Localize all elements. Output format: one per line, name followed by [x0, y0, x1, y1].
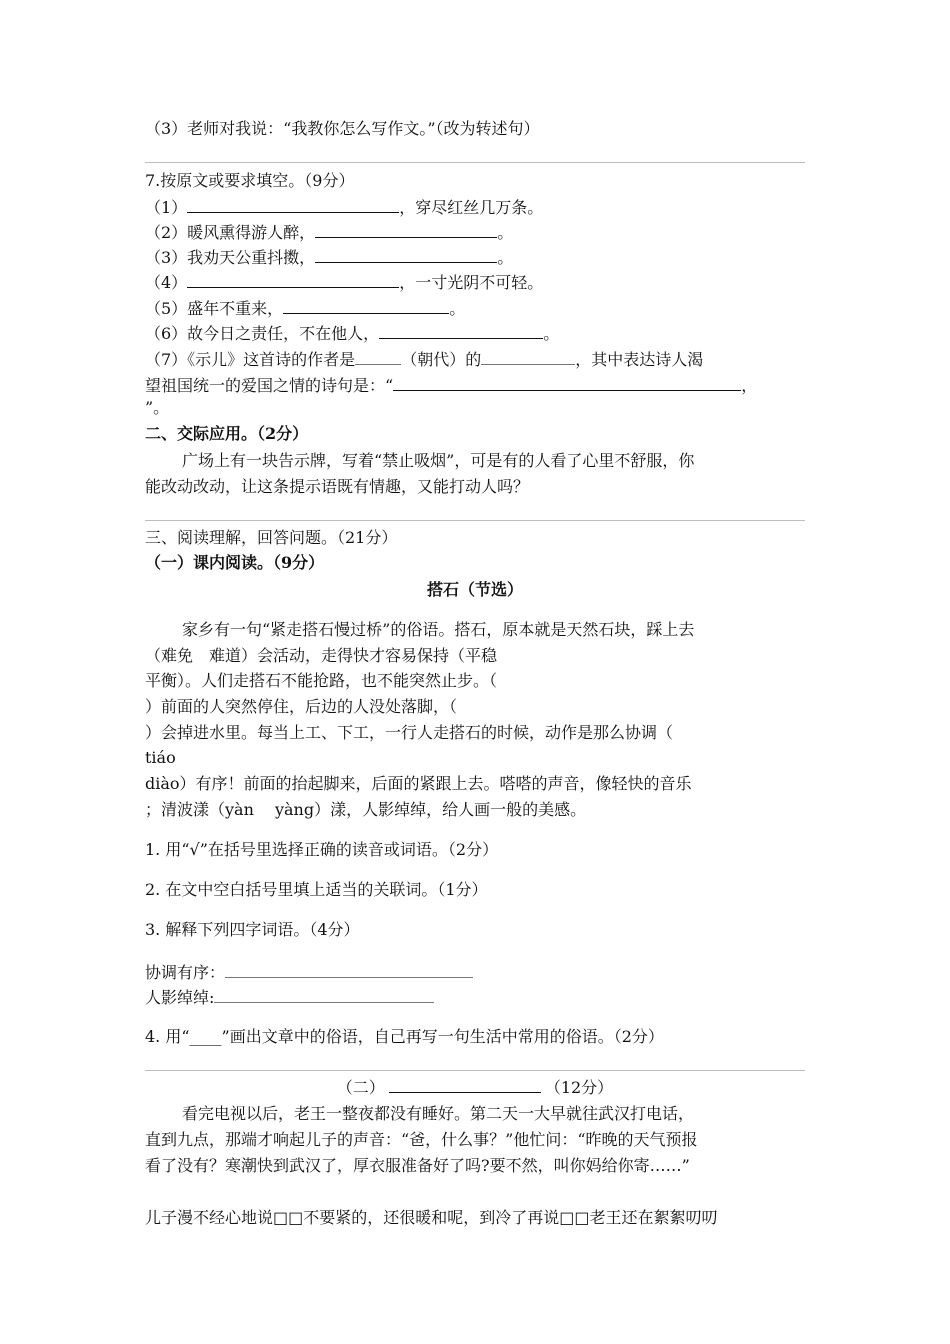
answer-line	[145, 520, 805, 521]
answer-line	[145, 162, 805, 163]
section-3-title: 三、阅读理解，回答问题。（21分）	[145, 528, 398, 547]
passage-line-6: tiáo	[145, 748, 176, 767]
underline-sample: ____	[189, 1027, 222, 1046]
answer-line	[145, 1070, 805, 1071]
question-2: 2. 在文中空白括号里填上适当的关联词。（1分）	[145, 880, 488, 899]
term-label: 人影绰绰:	[145, 988, 215, 1007]
item-suffix: 。	[449, 299, 466, 318]
question-4	[145, 1026, 664, 1048]
q7-title: 7.按原文或要求填空。（9分）	[145, 171, 355, 190]
question-4-suffix: ”画出文章中的俗语，自己再写一句生活中常用的俗语。（2分）	[221, 1027, 664, 1046]
fill-blank[interactable]	[225, 961, 473, 978]
question-3: 3. 解释下列四字词语。（4分）	[145, 920, 360, 939]
item-text: ，其中表达诗人渴	[575, 350, 704, 369]
passage-line-1: 家乡有一句“紧走搭石慢过桥”的俗语。搭石，原本就是天然石块，踩上去	[182, 620, 695, 639]
item-prefix: （3）我劝天公重抖擞，	[145, 248, 316, 267]
item-prefix: （6）故今日之责任，不在他人，	[145, 324, 380, 343]
fill-blank[interactable]	[315, 246, 497, 263]
passage-line-7: diào）有序！前面的抬起脚来，后面的紧跟上去。嗒嗒的声音，像轻快的音乐	[145, 774, 692, 793]
item-text: （7）《示儿》这首诗的作者是	[145, 350, 356, 369]
q7-item-4	[145, 271, 543, 294]
question-3-term-1	[145, 961, 473, 984]
fill-blank[interactable]	[355, 348, 401, 365]
item-text: （朝代）的	[401, 350, 482, 369]
item-suffix: ，一寸光阴不可轻。	[399, 273, 544, 292]
subsection-1-title: （一）课内阅读。（9分）	[145, 553, 325, 572]
q7-item-6	[145, 322, 559, 345]
story-line-1: 看完电视以后，老王一整夜都没有睡好。第二天一大早就往武汉打电话，	[182, 1104, 695, 1123]
title-fill-blank[interactable]	[389, 1076, 541, 1093]
subsection-2-prefix: （二）	[336, 1078, 385, 1097]
fill-blank[interactable]	[214, 986, 434, 1003]
item-prefix: （2）暖风熏得游人醉，	[145, 223, 316, 242]
story-line-2: 直到九点，那端才响起儿子的声音：“爸，什么事？”他忙问：“昨晚的天气预报	[145, 1130, 698, 1149]
item-suffix: 。	[497, 248, 514, 267]
story-line-4: 儿子漫不经心地说□□不要紧的，还很暖和呢，到冷了再说□□老王还在絮絮叨叨	[145, 1208, 718, 1227]
q7-item-5	[145, 297, 465, 320]
q7-item-7	[145, 348, 703, 371]
fill-blank[interactable]	[187, 271, 399, 288]
fill-blank[interactable]	[379, 322, 543, 339]
q7-item-7-end: ”。	[145, 398, 170, 417]
item-suffix: 。	[543, 324, 560, 343]
q7-item-3	[145, 246, 513, 269]
question-4-prefix: 4. 用“	[145, 1027, 190, 1046]
subsection-2-heading	[0, 1076, 950, 1099]
section-2-paragraph-2: 能改动改动，让这条提示语既有情趣，又能打动人吗？	[145, 477, 530, 496]
subsection-2-points: （12分）	[544, 1078, 614, 1097]
q7-item-2	[145, 221, 513, 244]
item-text: 望祖国统一的爱国之情的诗句是：“	[145, 376, 394, 395]
passage-line-5: ）会掉进水里。每当上工、下工，一行人走搭石的时候，动作是那么协调（	[145, 723, 674, 742]
question-1: 1. 用“√”在括号里选择正确的读音或词语。（2分）	[145, 840, 499, 859]
passage-line-3: 平衡）。人们走搭石不能抢路，也不能突然止步。（	[145, 671, 498, 690]
fill-blank[interactable]	[393, 374, 741, 391]
fill-blank[interactable]	[283, 297, 449, 314]
fill-blank[interactable]	[315, 221, 497, 238]
passage-line-4: ）前面的人突然停住，后边的人没处落脚，（	[145, 697, 458, 716]
section-2-paragraph-1: 广场上有一块告示牌，写着“禁止吸烟”，可是有的人看了心里不舒服，你	[182, 451, 695, 470]
item-prefix: （5）盛年不重来，	[145, 299, 284, 318]
item-prefix: （1）	[145, 198, 188, 217]
q6-3-text: （3）老师对我说：“我教你怎么写作文。”（改为转述句）	[145, 119, 540, 138]
story-line-3: 看了没有？寒潮快到武汉了，厚衣服准备好了吗?要不然，叫你妈给你寄……”	[145, 1156, 690, 1175]
q7-item-7-cont	[145, 374, 757, 397]
section-2-title: 二、交际应用。（2分）	[145, 424, 309, 443]
q7-item-1	[145, 196, 543, 219]
item-prefix: （4）	[145, 273, 188, 292]
passage-line-8: ；清波漾（yàn yàng）漾，人影绰绰，给人画一般的美感。	[145, 800, 587, 819]
passage-line-2: （难免 难道）会活动，走得快才容易保持（平稳	[145, 646, 498, 665]
item-text: ，	[741, 376, 758, 395]
fill-blank[interactable]	[187, 196, 399, 213]
fill-blank[interactable]	[481, 348, 575, 365]
term-label: 协调有序：	[145, 963, 226, 982]
item-suffix: 。	[497, 223, 514, 242]
item-suffix: ，穿尽红丝几万条。	[399, 198, 544, 217]
passage-title: 搭石（节选）	[426, 580, 523, 599]
question-3-term-2	[145, 986, 434, 1009]
